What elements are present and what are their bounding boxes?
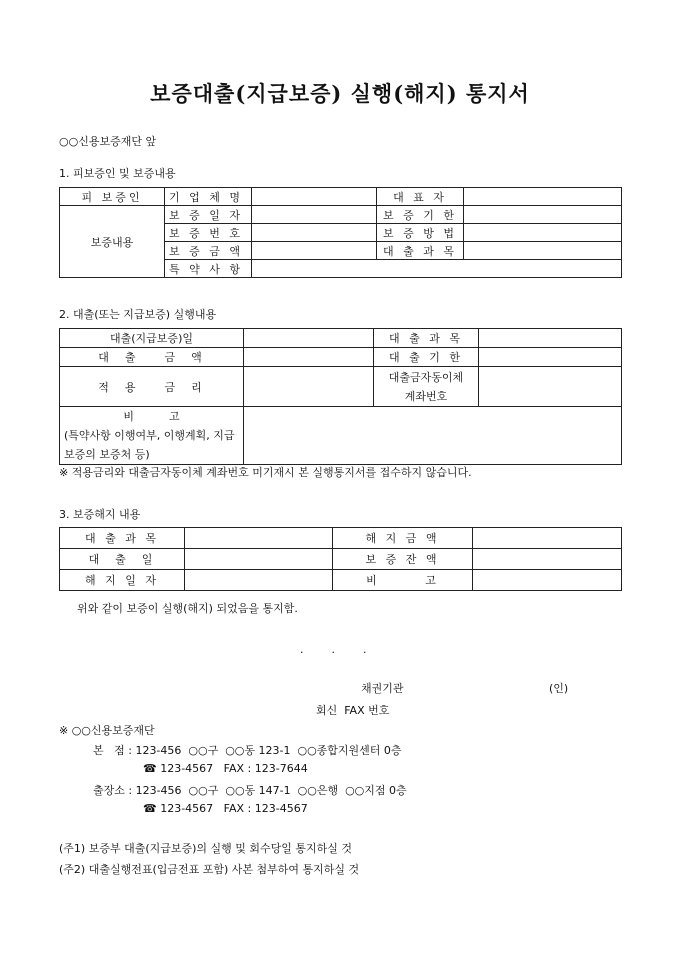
guarantee-method-field[interactable] <box>464 224 622 242</box>
loan-execution-table <box>59 328 622 465</box>
head-office-address: 본 점 : 123-456 ○○구 ○○동 123-1 ○○종합지원센터 0층 <box>93 744 402 757</box>
loan-amount-field[interactable] <box>244 348 374 367</box>
label: 보 증 잔 액 <box>333 549 473 570</box>
label: 피 보증인 <box>60 188 165 206</box>
footnote-2: (주2) 대출실행전표(입금전표 포함) 사본 첨부하여 통지하실 것 <box>59 863 360 876</box>
section1-heading: 1. 피보증인 및 보증내용 <box>59 167 176 180</box>
creditor-label: 채권기관 <box>361 682 404 695</box>
special-terms-field[interactable] <box>252 260 622 278</box>
cancel-amount-field[interactable] <box>473 528 622 549</box>
foundation-label: ※ ○○신용보증재단 <box>59 724 155 737</box>
phone-fax: 123-4567 FAX : 123-4567 <box>160 802 308 815</box>
balance-field[interactable] <box>473 549 622 570</box>
label: (특약사항 이행여부, 이행계획, 지급보증의 보증처 등) <box>64 429 235 461</box>
guarantee-number-field[interactable] <box>252 224 377 242</box>
section2-note: ※ 적용금리와 대출금자동이체 계좌번호 미기재시 본 실행통지서를 접수하지 않습니다. <box>59 466 472 479</box>
phone-fax: 123-4567 FAX : 123-7644 <box>160 762 308 775</box>
label: 특 약 사 항 <box>165 260 252 278</box>
loan-subject-field[interactable] <box>479 329 622 348</box>
label: 대 출 기 한 <box>374 348 479 367</box>
cancel-date-field[interactable] <box>185 570 333 591</box>
reply-fax-label: 회신 FAX 번호 <box>316 704 390 717</box>
loan-subject-field[interactable] <box>185 528 333 549</box>
label: 보 증 일 자 <box>165 206 252 224</box>
remarks-field[interactable] <box>473 570 622 591</box>
label: 비 고 <box>333 570 473 591</box>
label: 대 출 과 목 <box>60 528 185 549</box>
label: 대 표 자 <box>377 188 464 206</box>
label: 보 증 기 한 <box>377 206 464 224</box>
guarantee-cancel-table <box>59 527 622 591</box>
label: 해 지 일 자 <box>60 570 185 591</box>
interest-rate-field[interactable] <box>244 367 374 407</box>
account-number-field[interactable] <box>479 367 622 407</box>
label: 계좌번호 <box>404 389 448 403</box>
guarantee-term-field[interactable] <box>464 206 622 224</box>
loan-date-field[interactable] <box>185 549 333 570</box>
head-office-contact <box>143 762 308 775</box>
label: 대출금자동이체 <box>388 370 464 384</box>
label: 대 출 일 <box>60 549 185 570</box>
label: 기 업 체 명 <box>165 188 252 206</box>
section3-heading: 3. 보증해지 내용 <box>59 508 141 521</box>
loan-date-field[interactable] <box>244 329 374 348</box>
phone-icon: ☎ <box>143 762 157 775</box>
seal-label: (인) <box>549 682 569 695</box>
label: 보 증 번 호 <box>165 224 252 242</box>
document-title: 보증대출(지급보증) 실행(해지) 통지서 <box>150 81 530 106</box>
remarks-field[interactable] <box>244 407 622 465</box>
label: 대 출 과 목 <box>377 242 464 260</box>
addressee: ○○신용보증재단 앞 <box>59 135 157 148</box>
label: 해 지 금 액 <box>333 528 473 549</box>
company-name-field[interactable] <box>252 188 377 206</box>
date-line: . . . <box>300 643 367 656</box>
notice-text: 위와 같이 보증이 실행(해지) 되었음을 통지함. <box>77 602 298 615</box>
label: 대 출 금 액 <box>60 348 244 367</box>
branch-address: 출장소 : 123-456 ○○구 ○○동 147-1 ○○은행 ○○지점 0층 <box>93 784 407 797</box>
label: 보 증 금 액 <box>165 242 252 260</box>
phone-icon: ☎ <box>143 802 157 815</box>
label: 보 증 방 법 <box>377 224 464 242</box>
loan-subject-field[interactable] <box>464 242 622 260</box>
loan-term-field[interactable] <box>479 348 622 367</box>
label: 비 고 <box>123 410 180 423</box>
representative-field[interactable] <box>464 188 622 206</box>
branch-contact <box>143 802 308 815</box>
label: 보증내용 <box>60 206 165 278</box>
section2-heading: 2. 대출(또는 지급보증) 실행내용 <box>59 308 217 321</box>
footnote-1: (주1) 보증부 대출(지급보증)의 실행 및 회수당일 통지하실 것 <box>59 842 353 855</box>
label: 대 출 과 목 <box>374 329 479 348</box>
guarantee-date-field[interactable] <box>252 206 377 224</box>
label: 대출(지급보증)일 <box>60 329 244 348</box>
guarantee-table <box>59 187 622 278</box>
label: 적 용 금 리 <box>60 367 244 407</box>
guarantee-amount-field[interactable] <box>252 242 377 260</box>
